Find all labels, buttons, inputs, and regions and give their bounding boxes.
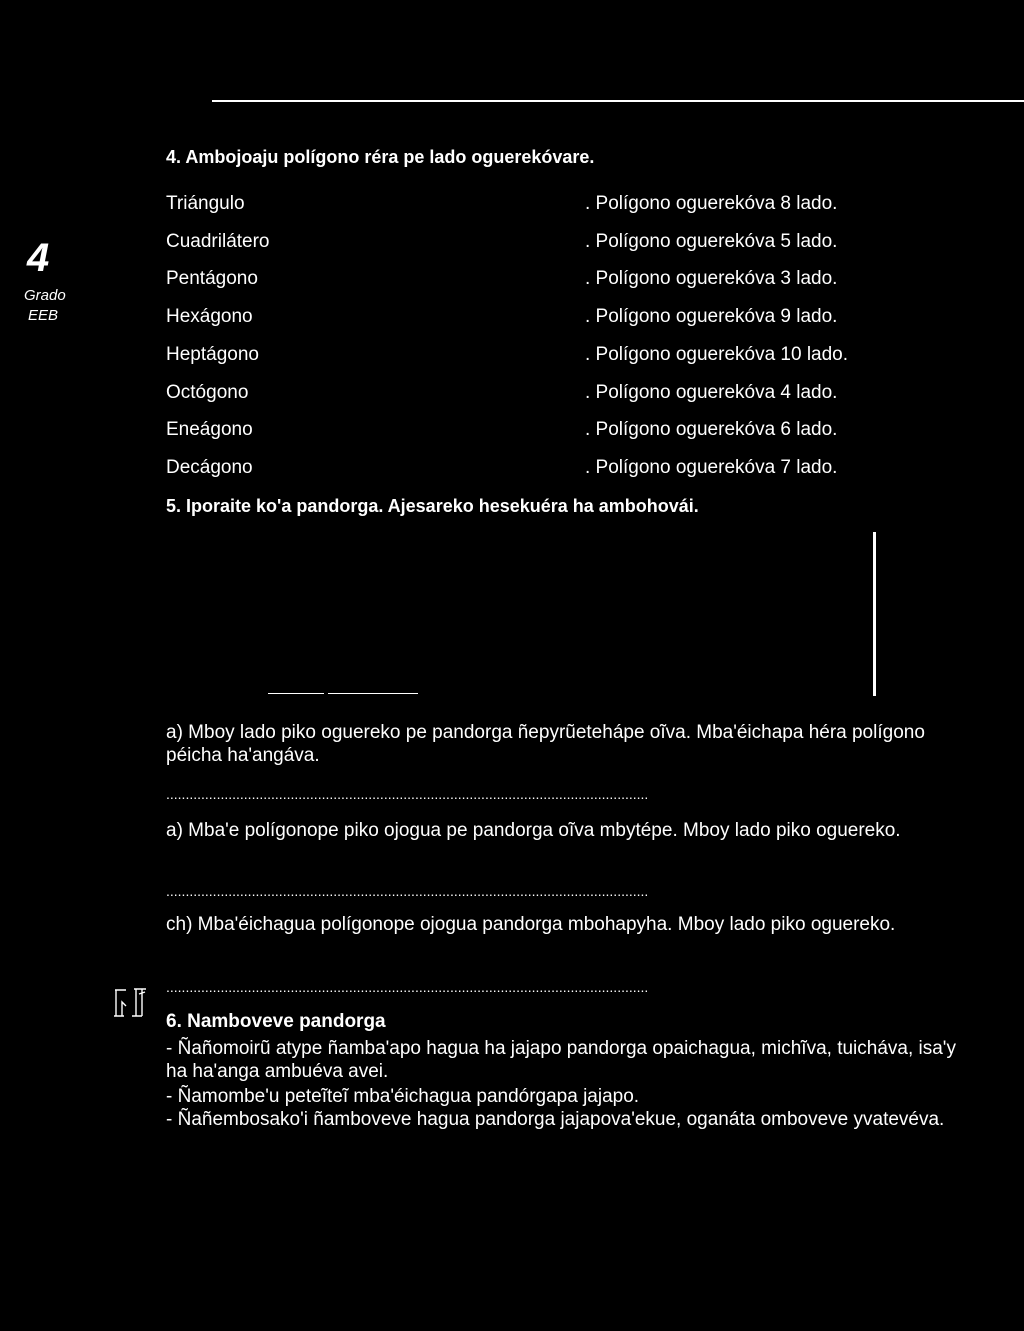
- polygon-description: . Polígono oguerekóva 6 lado.: [585, 419, 838, 440]
- polygon-name: Triángulo: [166, 193, 245, 214]
- instruction-line: - Ñañembosako'i ñamboveve hagua pandorga jajapova'ekue, oganáta omboveve yvatevéva.: [166, 1109, 945, 1130]
- question-a1: a) Mboy lado piko oguereko pe pandorga ñepyrũeteháp﻿e oĩva. Mba'éichapa héra polígono péicha ha'angáva.: [166, 722, 925, 766]
- header-rule: [212, 100, 1024, 102]
- grade-label: Grado: [24, 287, 66, 304]
- question-a2: a) Mba'e polígonope piko ojogua pe pandorga oĩva mbytépe. Mboy lado piko oguereko.: [166, 820, 901, 841]
- answer-line: ............................................................................................................................: [166, 884, 649, 898]
- image-line: [268, 693, 324, 694]
- answer-line: ............................................................................................................................: [166, 980, 649, 994]
- question-ch: ch) Mba'éichagua polígonope ojogua pandorga mbohapyha. Mboy lado piko oguereko.: [166, 914, 896, 935]
- instruction-line: - Ñañomoirũ atype ñamba'apo hagua ha jajapo pandorga opaichagua, michĩva, tuicháva, isa'y ha ha'anga ambuéva avei.: [166, 1038, 956, 1082]
- answer-line: ............................................................................................................................: [166, 787, 649, 801]
- polygon-description: . Polígono oguerekóva 5 lado.: [585, 231, 838, 252]
- polygon-description: . Polígono oguerekóva 3 lado.: [585, 268, 838, 289]
- polygon-name: Decágono: [166, 457, 253, 478]
- section6-heading: 6. Namboveve pandorga: [166, 1011, 386, 1032]
- section5-heading: 5. Iporaite ko'a pandorga. Ajesareko hesekuéra ha ambohovái.: [166, 496, 699, 516]
- polygon-name: Eneágono: [166, 419, 253, 440]
- instruction-line: - Ñamombe'u peteĩteĩ mba'éichagua pandórgapa jajapo.: [166, 1086, 640, 1107]
- image-frame-edge: [873, 532, 876, 696]
- polygon-name: Octógono: [166, 382, 249, 403]
- grade-sub-label: EEB: [28, 307, 59, 324]
- polygon-name: Hexágono: [166, 306, 253, 327]
- polygon-name: Pentágono: [166, 268, 258, 289]
- polygon-description: . Polígono oguerekóva 10 lado.: [585, 344, 849, 365]
- polygon-name: Heptágono: [166, 344, 259, 365]
- image-line: [328, 693, 418, 694]
- polygon-description: . Polígono oguerekóva 8 lado.: [585, 193, 838, 214]
- polygon-description: . Polígono oguerekóva 4 lado.: [585, 382, 838, 403]
- polygon-name: Cuadrilátero: [166, 231, 270, 252]
- polygon-description: . Polígono oguerekóva 9 lado.: [585, 306, 838, 327]
- section4-heading: 4. Ambojoaju polígono réra pe lado oguerekóvare.: [166, 147, 595, 167]
- polygon-description: . Polígono oguerekóva 7 lado.: [585, 457, 838, 478]
- logo-icon: [112, 986, 154, 1020]
- grade-number: 4: [27, 236, 50, 280]
